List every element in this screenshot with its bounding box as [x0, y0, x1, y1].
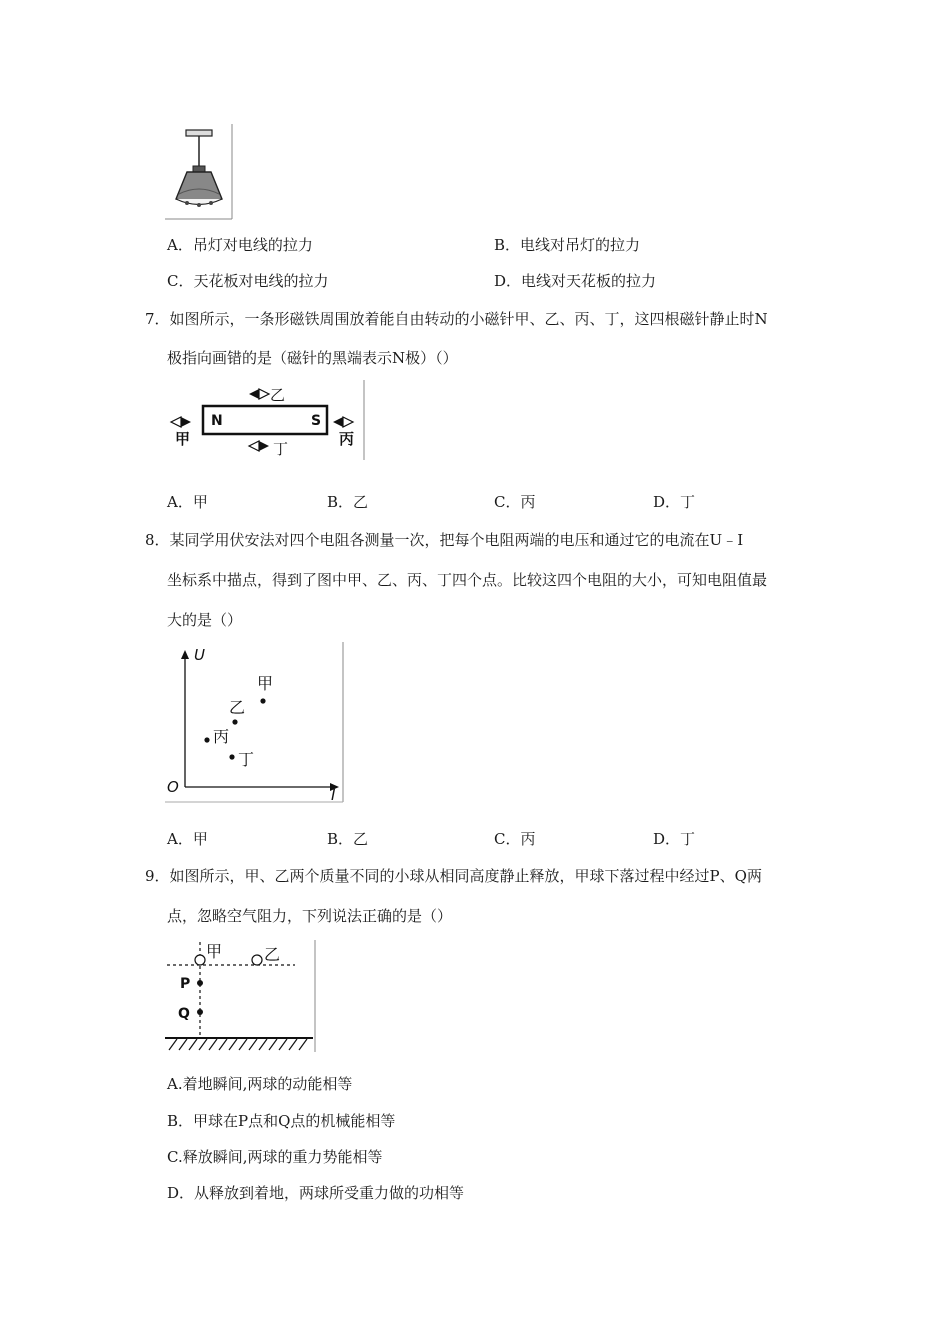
- origin-label: O: [167, 778, 179, 796]
- q8-stem-line-1: 8．某同学用伏安法对四个电阻各测量一次，把每个电阻两端的电压和通过它的电流在U﹣I: [145, 531, 744, 549]
- point-ding: [229, 754, 234, 759]
- q8-stem-line-2: 坐标系中描点，得到了图中甲、乙、丙、丁四个点。比较这四个电阻的大小，可知电阻值最: [167, 571, 768, 589]
- q9-option-b: B．甲球在P点和Q点的机械能相等: [167, 1112, 396, 1130]
- point-p: [197, 980, 203, 986]
- needle-jia-label: 甲: [175, 430, 191, 448]
- q8-option-d: D．丁: [653, 830, 696, 848]
- q9-figure: [163, 940, 318, 1055]
- i-axis-label: I: [331, 786, 336, 804]
- ball-yi-label: 乙: [264, 945, 281, 964]
- q7-option-d: D．丁: [653, 493, 696, 511]
- needle-yi-label: 乙: [270, 386, 286, 404]
- point-yi-label: 乙: [229, 698, 246, 717]
- q7-figure: [165, 380, 367, 462]
- point-p-label: P: [180, 976, 191, 992]
- ball-jia: [195, 955, 205, 965]
- q8-option-c: C．丙: [494, 830, 536, 848]
- q9-stem-line-1: 9．如图所示，甲、乙两个质量不同的小球从相同高度静止释放，甲球下落过程中经过P、Q两: [145, 867, 762, 885]
- u-axis-label: U: [194, 646, 205, 664]
- q9-option-d: D．从释放到着地，两球所受重力做的功相等: [167, 1184, 465, 1202]
- q6-option-d: D．电线对天花板的拉力: [494, 272, 657, 290]
- q7-option-b: B．乙: [327, 493, 369, 511]
- point-jia: [260, 698, 265, 703]
- magnet-n-label: N: [211, 413, 223, 429]
- needle-ding: [249, 441, 269, 451]
- needle-yi: [249, 389, 269, 399]
- needle-bing-label: 丙: [339, 430, 355, 448]
- q9-option-c: C.释放瞬间,两球的重力势能相等: [167, 1148, 383, 1166]
- q8-option-b: B．乙: [327, 830, 369, 848]
- point-bing-label: 丙: [213, 727, 230, 746]
- q6-figure: [165, 124, 235, 222]
- point-bing: [204, 737, 209, 742]
- q8-option-a: A．甲: [167, 830, 208, 848]
- q8-stem-line-3: 大的是（）: [167, 611, 243, 629]
- q7-option-a: A．甲: [167, 493, 208, 511]
- needle-bing: [333, 417, 353, 427]
- needle-ding-label: 丁: [273, 440, 289, 458]
- q9-option-a: A.着地瞬间,两球的动能相等: [167, 1075, 353, 1093]
- pendant-lamp-icon: [165, 124, 235, 222]
- point-ding-label: 丁: [238, 750, 255, 769]
- q6-option-b: B．电线对吊灯的拉力: [494, 236, 641, 254]
- needle-jia: [171, 417, 191, 427]
- point-q-label: Q: [178, 1006, 190, 1022]
- q6-option-a: A．吊灯对电线的拉力: [167, 236, 313, 254]
- q6-option-c: C．天花板对电线的拉力: [167, 272, 329, 290]
- ground-hatching: [169, 1039, 307, 1050]
- q7-stem-line-2: 极指向画错的是（磁针的黑端表示N极）（）: [167, 349, 458, 367]
- ball-yi: [252, 955, 262, 965]
- q8-figure: [163, 642, 345, 804]
- point-yi: [232, 719, 237, 724]
- q7-stem-line-1: 7．如图所示，一条形磁铁周围放着能自由转动的小磁针甲、乙、丙、丁，这四根磁针静止时N: [145, 310, 768, 328]
- point-jia-label: 甲: [257, 674, 274, 693]
- q9-stem-line-2: 点，忽略空气阻力，下列说法正确的是（）: [167, 907, 453, 925]
- q7-option-c: C．丙: [494, 493, 536, 511]
- point-q: [197, 1009, 203, 1015]
- ball-jia-label: 甲: [206, 942, 223, 961]
- magnet-s-label: S: [311, 413, 322, 429]
